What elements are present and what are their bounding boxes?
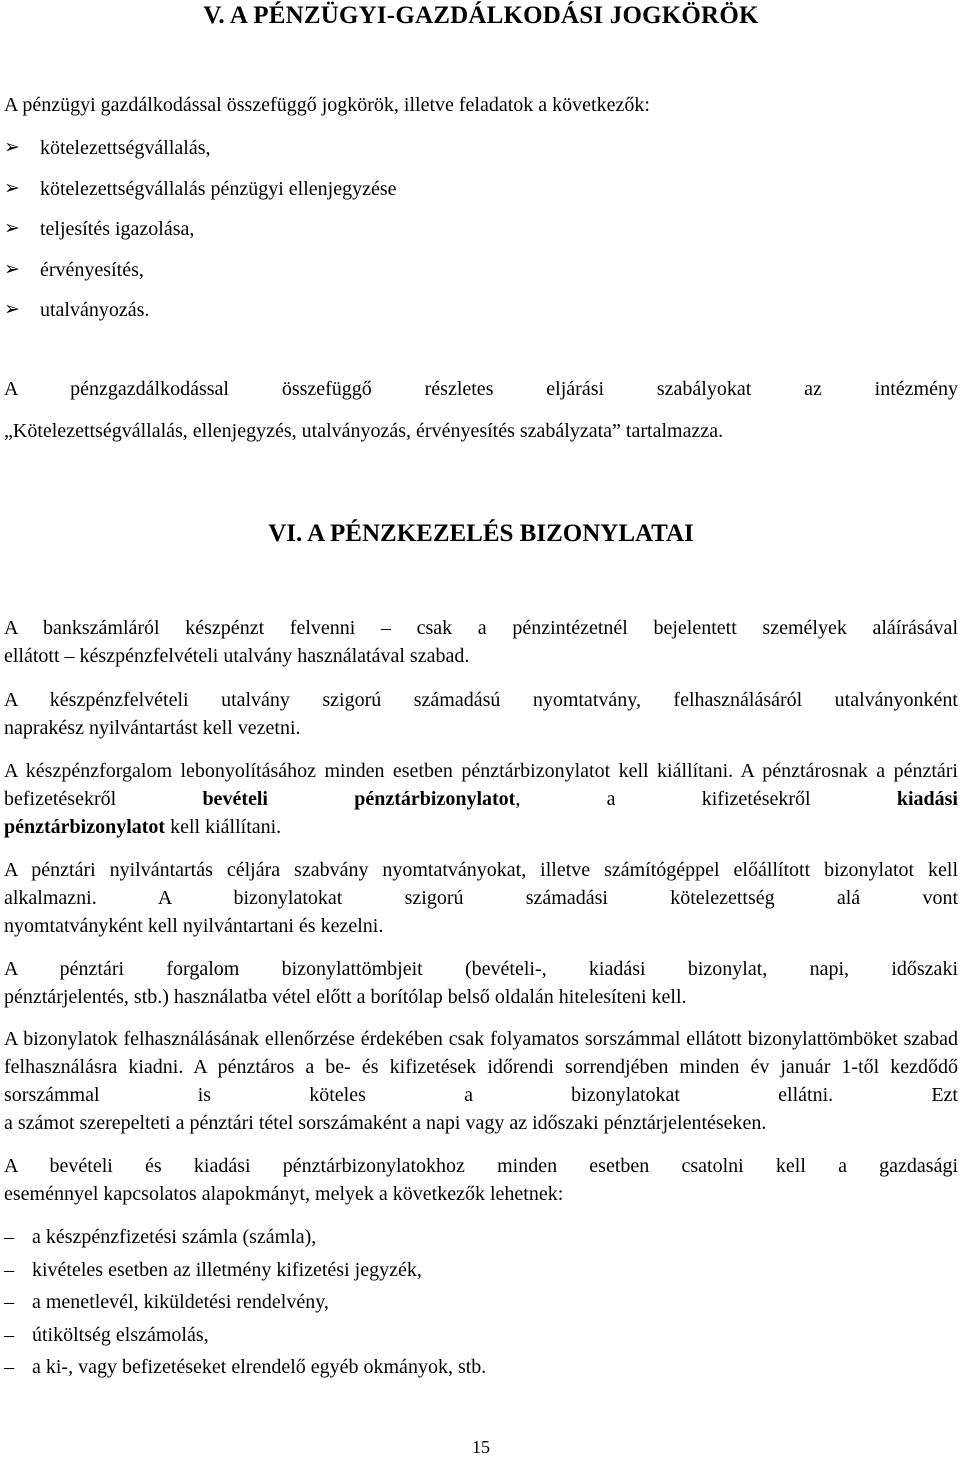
list-item-text: érvényesítés, xyxy=(40,258,144,281)
paragraph-line: bizonylatot kell alkalmazni. A bizonylatokat szigorú számadási kötelezettség alá vont xyxy=(4,859,959,909)
section-6-paragraph-1 xyxy=(4,614,958,670)
section-6-paragraph-2 xyxy=(4,686,958,742)
list-item-text: kötelezettségvállalás pénzügyi ellenjegyzése xyxy=(40,177,397,200)
list-item-text: a készpénzfizetési számla (számla), xyxy=(32,1226,317,1248)
arrow-bullet-icon: ➢ xyxy=(4,137,20,158)
list-item xyxy=(4,1320,486,1353)
paragraph-line: pénztárosnak a pénztári befizetésekről xyxy=(4,760,958,810)
list-item xyxy=(4,1352,486,1385)
paragraph-line-wrap xyxy=(4,813,958,841)
paragraph-line: naprakész nyilvántartást kell vezetni. xyxy=(4,717,301,739)
paragraph-line: bizonylattömböket szabad felhasználásra kiadni. A pénztáros a be- és kifizetések időrendi xyxy=(4,1028,959,1078)
section-6-paragraph-7 xyxy=(4,1152,958,1208)
list-item-text: útiköltség elszámolás, xyxy=(32,1323,209,1346)
paragraph-line: sorrendjében minden év január 1-től kezdődő sorszámmal is köteles a bizonylatokat ellátni. Ezt xyxy=(4,1056,958,1106)
dash-bullet-icon: – xyxy=(4,1226,14,1248)
list-item xyxy=(4,133,397,174)
list-item xyxy=(4,174,397,215)
section-5-paragraph xyxy=(4,368,958,452)
paragraph-line: a számot szerepelteti a pénztári tétel sorszámaként a napi vagy az időszaki pénztárjelentéseken. xyxy=(4,1112,767,1134)
dash-bullet-icon: – xyxy=(4,1291,14,1313)
list-item xyxy=(4,1287,486,1320)
arrow-bullet-icon: ➢ xyxy=(4,218,20,239)
section-6-paragraph-3 xyxy=(4,757,958,841)
list-item-text: kötelezettségvállalás, xyxy=(40,137,211,159)
list-item xyxy=(4,214,397,255)
section-6-paragraph-5 xyxy=(4,955,958,1011)
arrow-bullet-icon: ➢ xyxy=(4,258,20,280)
paragraph-line: A bankszámláról készpénzt felvenni – csak a pénzintézetnél bejelentett személyek aláírásával xyxy=(4,617,958,639)
bold-term: pénztárbizonylatot xyxy=(4,816,166,838)
paragraph-line: nyomtatványként kell nyilvántartani és kezelni. xyxy=(4,915,384,937)
section-6-title: VI. A PÉNZKEZELÉS BIZONYLATAI xyxy=(268,520,694,547)
paragraph-line: A bevételi és kiadási pénztárbizonylatokhoz minden esetben csatolni kell a gazdasági xyxy=(4,1155,958,1177)
bold-term: bevételi pénztárbizonylatot xyxy=(202,788,516,810)
paragraph-line: A készpénzfelvételi utalvány szigorú számadású nyomtatvány, felhasználásáról utalványonként xyxy=(4,689,958,711)
list-item xyxy=(4,255,397,296)
dash-bullet-icon: – xyxy=(4,1356,14,1378)
paragraph-line: kell kiállítani. xyxy=(165,816,282,838)
list-item-text: a ki-, vagy befizetéseket elrendelő egyéb okmányok, stb. xyxy=(32,1356,487,1378)
list-item xyxy=(4,1255,486,1288)
page-number: 15 xyxy=(472,1437,490,1457)
list-item-text: utalványozás. xyxy=(40,299,150,321)
list-item-text: teljesítés igazolása, xyxy=(40,218,195,240)
section-5-title: V. A PÉNZÜGYI-GAZDÁLKODÁSI JOGKÖRÖK xyxy=(203,2,759,29)
arrow-bullet-icon: ➢ xyxy=(4,177,20,199)
section-6-paragraph-4 xyxy=(4,856,958,940)
document-types-list xyxy=(4,1222,486,1385)
list-item-text: a menetlevél, kiküldetési rendelvény, xyxy=(32,1291,329,1313)
authority-list xyxy=(4,133,397,336)
paragraph-line: „Kötelezettségvállalás, ellenjegyzés, utalványozás, érvényesítés szabályzata” tartalmazza. xyxy=(4,420,724,442)
paragraph-line: A bizonylatok felhasználásának ellenőrzése érdekében csak folyamatos sorszámmal ellátott xyxy=(4,1028,742,1050)
paragraph-line: pénztárjelentés, stb.) használatba vétel előtt a borítólap belső oldalán hitelesíteni kell. xyxy=(4,986,687,1008)
section-6-paragraph-6 xyxy=(4,1025,958,1137)
paragraph-line: ellátott – készpénzfelvételi utalvány használatával szabad. xyxy=(4,645,470,667)
bold-term: kiadási xyxy=(896,788,958,810)
list-item xyxy=(4,295,397,336)
paragraph-line: A készpénzforgalom lebonyolításához minden esetben pénztárbizonylatot kell kiállítani. A xyxy=(4,760,754,782)
arrow-bullet-icon: ➢ xyxy=(4,299,20,320)
section-5-intro: A pénzügyi gazdálkodással összefüggő jogkörök, illetve feladatok a következők: xyxy=(4,94,650,116)
list-item xyxy=(4,1222,486,1255)
dash-bullet-icon: – xyxy=(4,1323,14,1346)
paragraph-line: eseménnyel kapcsolatos alapokmányt, melyek a következők lehetnek: xyxy=(4,1183,564,1205)
paragraph-line: A pénztári forgalom bizonylattömbjeit (bevételi-, kiadási bizonylat, napi, időszaki xyxy=(4,958,958,980)
paragraph-line: , a kifizetésekről xyxy=(515,788,897,810)
paragraph-line: A pénzgazdálkodással összefüggő részletes eljárási szabályokat az intézmény xyxy=(4,378,958,400)
list-item-text: kivételes esetben az illetmény kifizetési jegyzék, xyxy=(32,1258,422,1281)
paragraph-line: A pénztári nyilvántartás céljára szabvány nyomtatványokat, illetve számítógéppel előállított xyxy=(4,859,811,881)
dash-bullet-icon: – xyxy=(4,1258,14,1281)
